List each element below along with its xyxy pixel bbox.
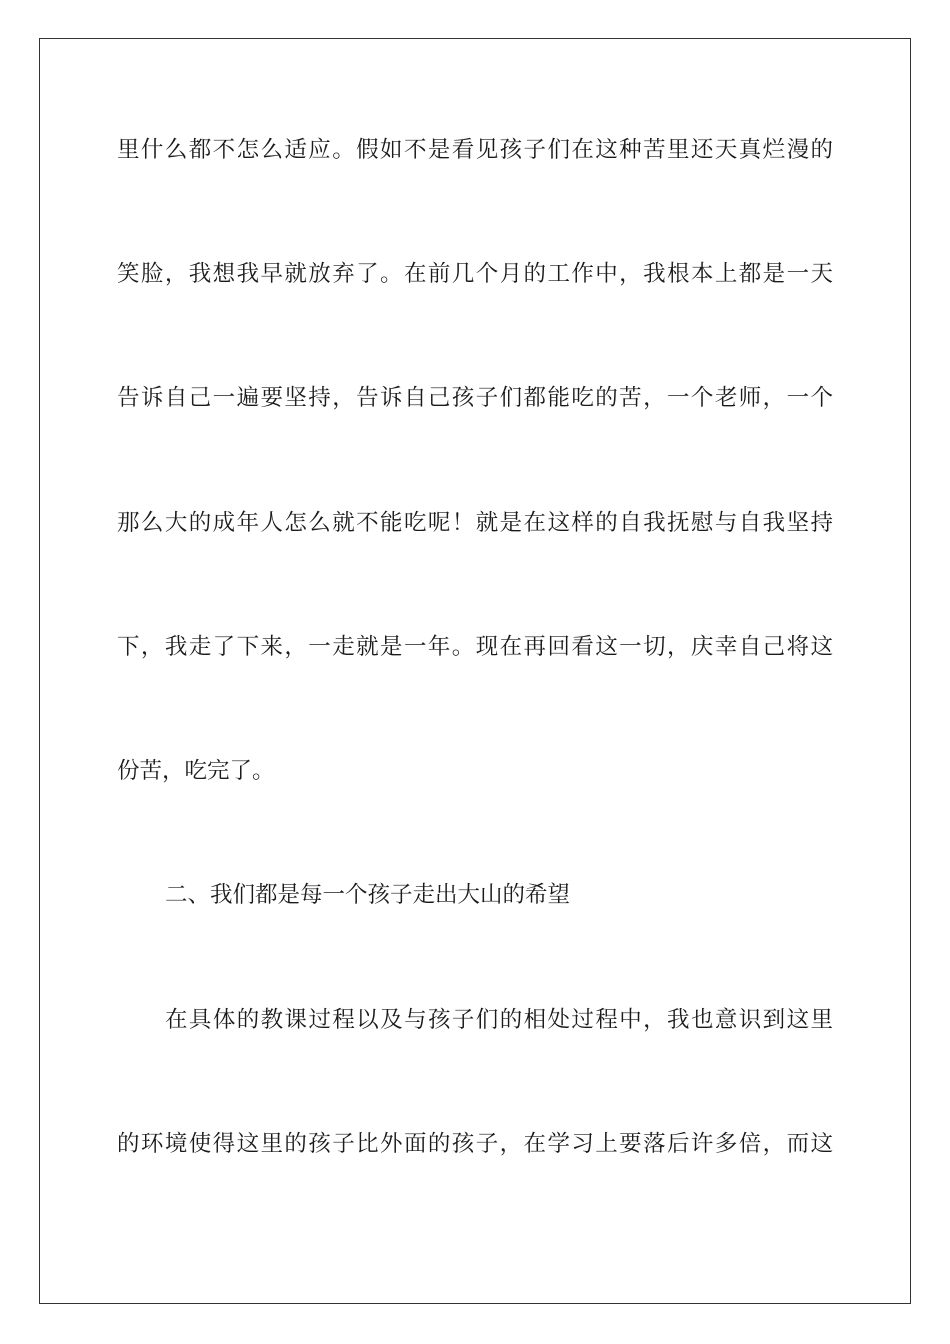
- paragraph-line: 告诉自己一遍要坚持，告诉自己孩子们都能吃的苦，一个老师，一个: [117, 385, 833, 411]
- page-border: [39, 38, 911, 1304]
- paragraph-line: 下，我走了下来，一走就是一年。现在再回看这一切，庆幸自己将这: [117, 634, 833, 660]
- paragraph-line: 里什么都不怎么适应。假如不是看见孩子们在这种苦里还天真烂漫的: [117, 137, 833, 163]
- paragraph-line: 笑脸，我想我早就放弃了。在前几个月的工作中，我根本上都是一天: [117, 261, 833, 287]
- section-heading: 二、我们都是每一个孩子走出大山的希望: [165, 882, 571, 908]
- paragraph-line: 那么大的成年人怎么就不能吃呢！就是在这样的自我抚慰与自我坚持: [117, 510, 833, 536]
- paragraph-line: 的环境使得这里的孩子比外面的孩子，在学习上要落后许多倍，而这: [117, 1131, 833, 1157]
- paragraph-line: 在具体的教课过程以及与孩子们的相处过程中，我也意识到这里: [165, 1007, 833, 1033]
- paragraph-line: 份苦，吃完了。: [117, 758, 275, 784]
